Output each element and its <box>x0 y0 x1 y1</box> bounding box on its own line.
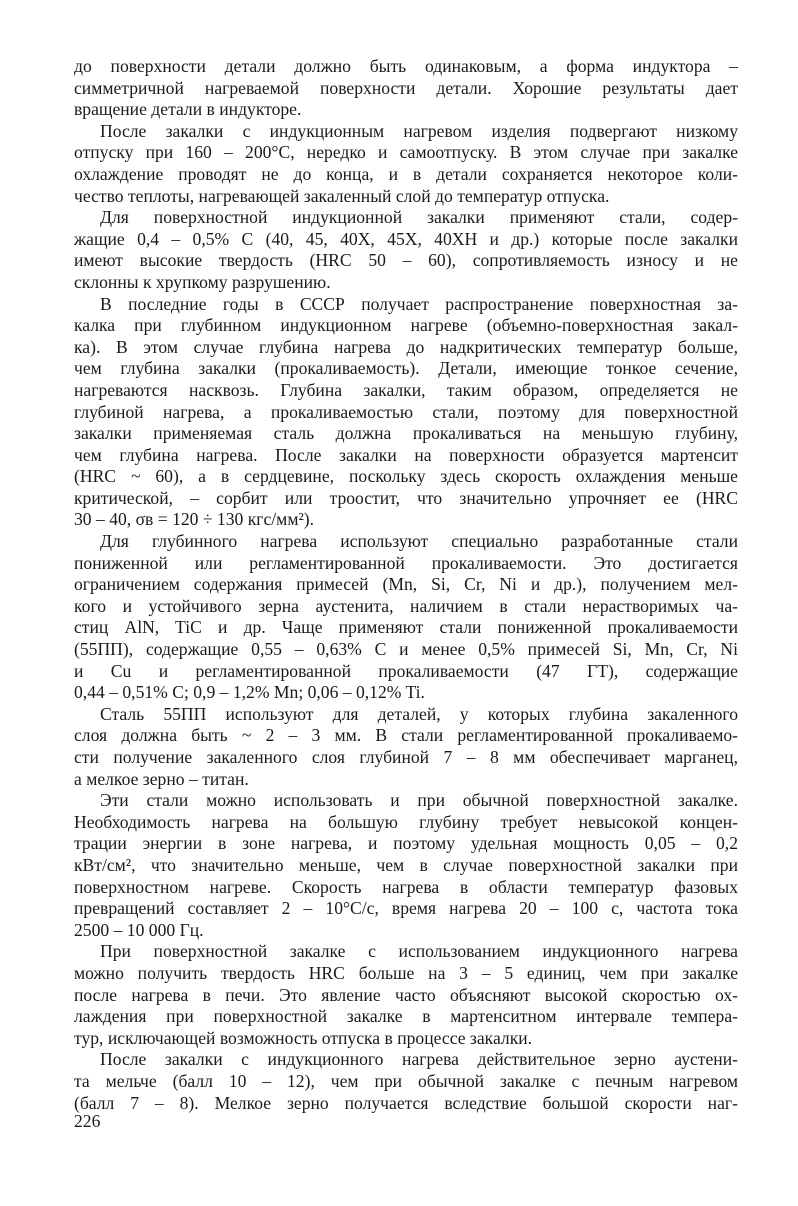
text-line: до поверхности детали должно быть одинаковым, а форма индуктора – <box>74 56 738 76</box>
text-line: чем глубина закалки (прокаливаемость). Детали, имеющие тонкое сечение, <box>74 358 738 379</box>
text-line: Необходимость нагрева на большую глубину требует невысокой концен- <box>74 811 738 832</box>
paragraph <box>74 531 738 704</box>
paragraph <box>74 790 738 941</box>
text-line: кВт/см², что значительно меньше, чем в случае поверхностной закалки при <box>74 854 738 875</box>
paragraph <box>74 1049 738 1114</box>
text-line: глубиной нагрева, а прокаливаемостью стали, поэтому для поверхностной <box>74 401 738 422</box>
text-line: жащие 0,4 – 0,5% С (40, 45, 40Х, 45Х, 40ХН и др.) которые после закалки <box>74 228 738 249</box>
text-line: (55ПП), содержащие 0,55 – 0,63% С и менее 0,5% примесей Si, Mn, Cr, Ni <box>74 639 738 660</box>
text-line: тур, исключающей возможность отпуска в процессе закалки. <box>74 1027 533 1048</box>
text-line: после нагрева в печи. Это явление часто объясняют высокой скоростью ох- <box>74 984 738 1005</box>
text-line: склонны к хрупкому разрушению. <box>74 271 331 292</box>
text-line: та мельче (балл 10 – 12), чем при обычной закалке с печным нагревом <box>74 1070 738 1091</box>
text-line: лаждения при поверхностной закалке в мартенситном интервале темпера- <box>74 1006 738 1027</box>
page-number: 226 <box>74 1111 101 1131</box>
text-line: имеют высокие твердость (HRC 50 – 60), сопротивляемость износу и не <box>74 250 738 271</box>
text-line: При поверхностной закалке с использованием индукционного нагрева <box>100 941 738 962</box>
text-line: В последние годы в СССР получает распространение поверхностная за- <box>100 293 738 314</box>
text-line: охлаждение проводят не до конца, и в детали сохраняется некоторое коли- <box>74 163 738 184</box>
paragraph <box>74 704 738 790</box>
text-line: трации энергии в зоне нагрева, и поэтому удельная мощность 0,05 – 0,2 <box>74 833 738 854</box>
page-text <box>74 56 738 1114</box>
text-line: вращение детали в индукторе. <box>74 99 302 120</box>
text-line: 0,44 – 0,51% С; 0,9 – 1,2% Mn; 0,06 – 0,12% Ti. <box>74 682 425 703</box>
text-line: Сталь 55ПП используют для деталей, у которых глубина закаленного <box>100 703 738 724</box>
paragraph <box>74 56 738 121</box>
text-line: (балл 7 – 8). Мелкое зерно получается вследствие большой скорости наг- <box>74 1092 738 1113</box>
text-line: чем глубина нагрева. После закалки на поверхности образуется мартенсит <box>74 444 738 465</box>
text-line: пониженной или регламентированной прокаливаемости. Это достигается <box>74 552 738 573</box>
text-line: 30 – 40, σв = 120 ÷ 130 кгс/мм²). <box>74 509 314 530</box>
text-line: критической, – сорбит или троостит, что значительно упрочняет ее (HRC <box>74 487 738 508</box>
text-line: отпуску при 160 – 200°С, нередко и самоотпуску. В этом случае при закалке <box>74 142 738 163</box>
text-line: 2500 – 10 000 Гц. <box>74 919 204 940</box>
text-line: стиц AlN, TiC и др. Чаще применяют стали пониженной прокаливаемости <box>74 617 738 638</box>
text-line: а мелкое зерно – титан. <box>74 768 249 789</box>
text-line: ограничением содержания примесей (Mn, Si, Cr, Ni и др.), получением мел- <box>74 574 738 595</box>
text-line: Для глубинного нагрева используют специально разработанные стали <box>100 531 738 552</box>
text-line: слоя должна быть ~ 2 – 3 мм. В стали регламентированной прокаливаемо- <box>74 725 738 746</box>
text-line: После закалки с индукционным нагревом изделия подвергают низкому <box>100 120 738 141</box>
paragraph <box>74 294 738 532</box>
paragraph <box>74 941 738 1049</box>
text-line: После закалки с индукционного нагрева действительное зерно аустени- <box>100 1049 738 1070</box>
text-line: сти получение закаленного слоя глубиной 7 – 8 мм обеспечивает марганец, <box>74 747 738 767</box>
text-line: (HRC ~ 60), а в сердцевине, поскольку здесь скорость охлаждения меньше <box>74 466 738 487</box>
text-line: ка). В этом случае глубина нагрева до надкритических температур больше, <box>74 336 738 357</box>
text-line: закалки применяемая сталь должна прокаливаться на меньшую глубину, <box>74 423 738 444</box>
text-line: нагреваются насквозь. Глубина закалки, таким образом, определяется не <box>74 379 738 400</box>
paragraph <box>74 207 738 293</box>
text-line: чество теплоты, нагревающей закаленный слой до температур отпуска. <box>74 185 610 206</box>
text-line: и Cu и регламентированной прокаливаемости (47 ГТ), содержащие <box>74 660 738 681</box>
text-line: Для поверхностной индукционной закалки применяют стали, содер- <box>100 207 738 228</box>
text-line: поверхностном нагреве. Скорость нагрева в области температур фазовых <box>74 876 738 897</box>
text-line: симметричной нагреваемой поверхности детали. Хорошие результаты дает <box>74 77 738 98</box>
text-line: кого и устойчивого зерна аустенита, наличием в стали нерастворимых ча- <box>74 595 738 616</box>
text-line: можно получить твердость HRC больше на 3 – 5 единиц, чем при закалке <box>74 962 738 983</box>
text-line: калка при глубинном индукционном нагреве (объемно-поверхностная закал- <box>74 315 738 336</box>
text-line: превращений составляет 2 – 10°С/с, время нагрева 20 – 100 с, частота тока <box>74 898 738 919</box>
paragraph <box>74 121 738 207</box>
text-line: Эти стали можно использовать и при обычной поверхностной закалке. <box>100 790 738 811</box>
